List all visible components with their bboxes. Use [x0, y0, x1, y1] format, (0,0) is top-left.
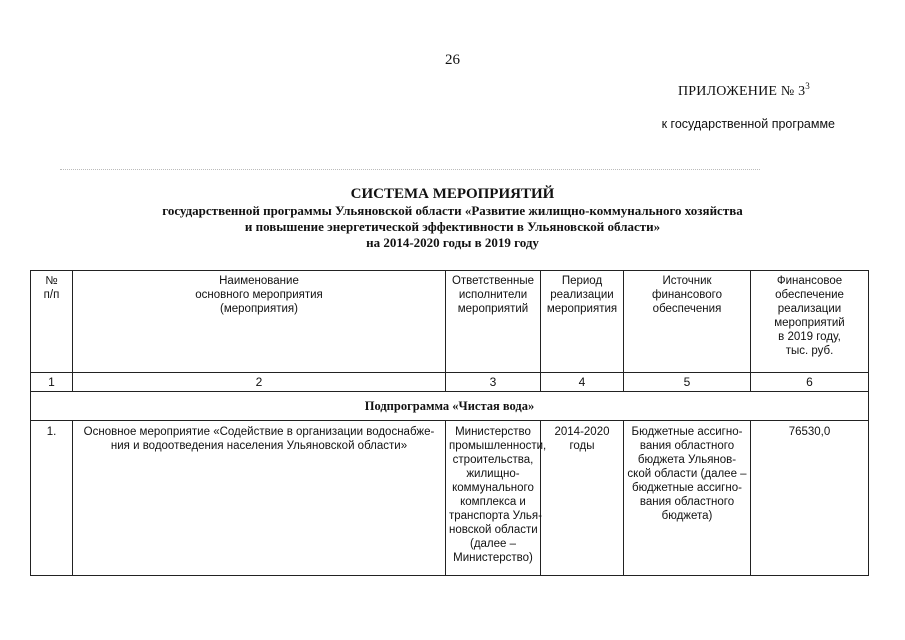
appendix-label: ПРИЛОЖЕНИЕ № 3	[678, 84, 806, 99]
scan-artifact-dots	[60, 169, 760, 171]
column-number: 1	[31, 373, 73, 392]
row-period: 2014-2020 годы	[541, 421, 624, 576]
header-cell-source: Источник финансового обеспечения	[624, 271, 751, 373]
row-measure-name: Основное мероприятие «Содействие в организации водоснабже- ния и водоотведения населения Ульяновской области»	[73, 421, 446, 576]
appendix-subtitle: к государственной программе	[661, 117, 835, 131]
column-number: 3	[446, 373, 541, 392]
header-cell-period: Период реализации мероприятия	[541, 271, 624, 373]
document-title: СИСТЕМА МЕРОПРИЯТИЙ	[350, 186, 555, 202]
column-number-row	[31, 373, 869, 392]
subprogram-row	[31, 392, 869, 421]
column-number: 2	[73, 373, 446, 392]
appendix-title	[678, 81, 810, 100]
header-cell-amount: Финансовое обеспечение реализации мероприятий в 2019 году, тыс. руб.	[751, 271, 869, 373]
row-amount: 76530,0	[751, 421, 869, 576]
subtitle-line: и повышение энергетической эффективности в Ульяновской области»	[244, 219, 661, 234]
subtitle-line: на 2014-2020 годы в 2019 году	[366, 235, 539, 250]
column-number: 5	[624, 373, 751, 392]
header-cell-executors: Ответственные исполнители мероприятий	[446, 271, 541, 373]
row-number: 1.	[31, 421, 73, 576]
row-executors: Министерство промышленности, строительства, жилищно- коммунального комплекса и транспорта Улья- новской области (далее – Министерство)	[446, 421, 541, 576]
header-cell-num: № п/п	[31, 271, 73, 373]
header-cell-name: Наименование основного мероприятия (мероприятия)	[73, 271, 446, 373]
table-header-row	[31, 271, 869, 373]
page-number: 26	[445, 52, 460, 68]
measures-table	[30, 270, 869, 576]
row-funding-source: Бюджетные ассигно- вания областного бюджета Ульянов- ской области (далее – бюджетные ассигно- вания областного бюджета)	[624, 421, 751, 576]
column-number: 6	[751, 373, 869, 392]
subtitle-line: государственной программы Ульяновской области «Развитие жилищно-коммунального хозяйства	[162, 203, 743, 218]
column-number: 4	[541, 373, 624, 392]
table-row	[31, 421, 869, 576]
document-subtitle	[0, 203, 905, 251]
subprogram-title: Подпрограмма «Чистая вода»	[31, 392, 869, 421]
appendix-superscript: 3	[805, 81, 810, 91]
